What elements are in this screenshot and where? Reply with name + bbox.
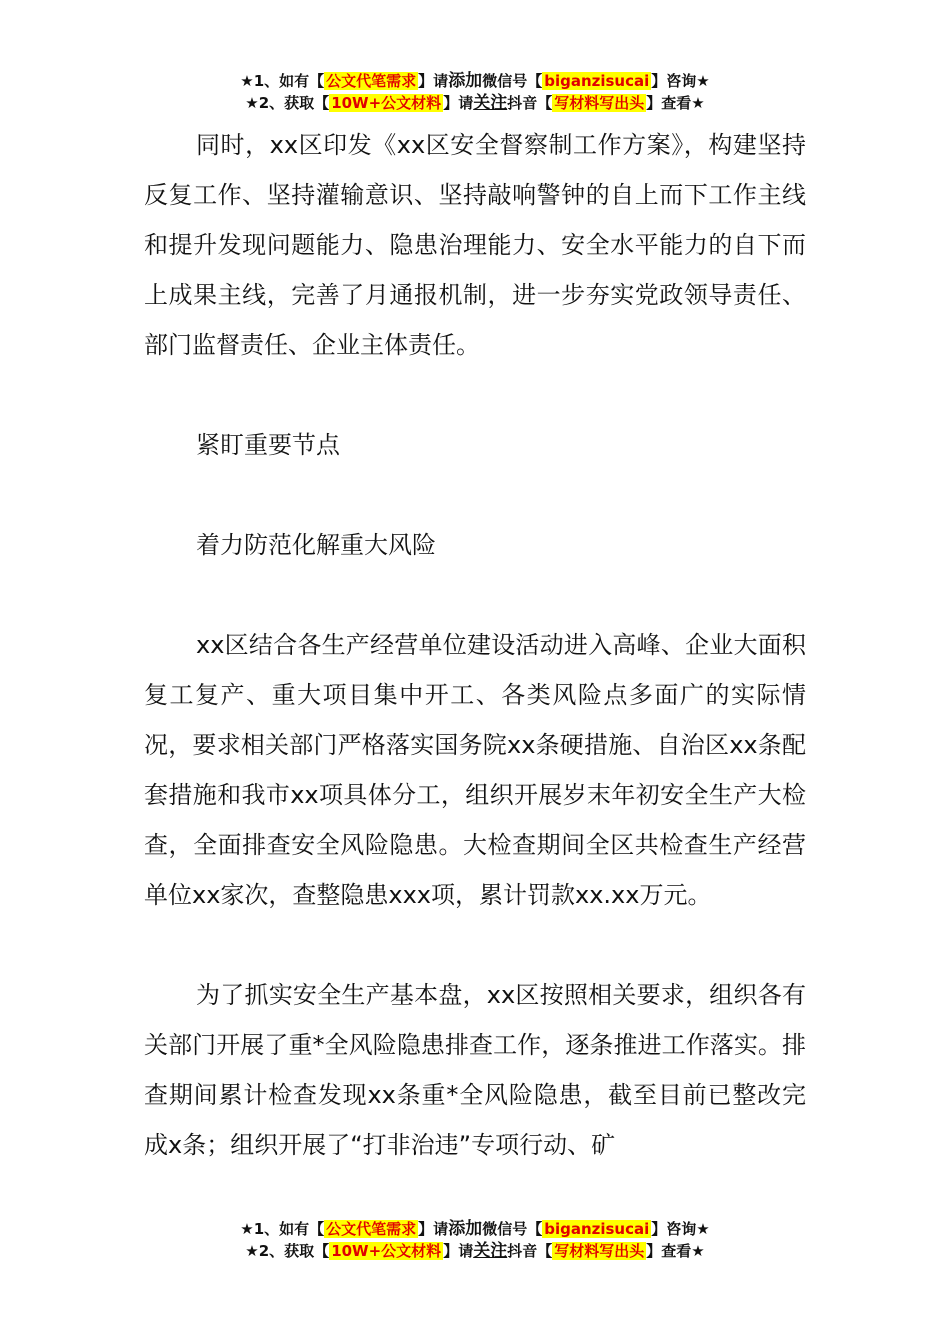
paragraph-gap	[144, 570, 806, 620]
document-body	[144, 120, 806, 1170]
promo-line-1: ★1、如有【 公文代笔需求 】请添加微信号【 biganzisucai 】咨询★	[240, 71, 710, 91]
promo-line-2: ★2、获取【 10W+公文材料 】请关注抖音【 写材料写出头 】查看★	[245, 1241, 705, 1261]
paragraph-2: xx区结合各生产经营单位建设活动进入高峰、企业大面积复工复产、重大项目集中开工、各类风险点多面广的实际情况，要求相关部门严格落实国务院xx条硬措施、自治区xx条配套措施和我市xx项具体分工，组织开展岁末年初安全生产大检查，全面排查安全风险隐患。大检查期间全区共检查生产经营单位xx家次，查整隐患xxx项，累计罚款xx.xx万元。	[144, 631, 806, 909]
paragraph-gap	[144, 370, 806, 420]
highlight-materials: 10W+公文材料	[331, 1242, 442, 1260]
paragraph-1: 同时，xx区印发《xx区安全督察制工作方案》，构建坚持反复工作、坚持灌输意识、坚持敲响警钟的自上而下工作主线和提升发现问题能力、隐患治理能力、安全水平能力的自下而上成果主线，完善了月通报机制，进一步夯实党政领导责任、部门监督责任、企业主体责任。	[144, 131, 806, 359]
highlight-service: 公文代笔需求	[326, 72, 417, 90]
highlight-wechat-id: biganzisucai	[544, 72, 650, 90]
paragraph-gap	[144, 470, 806, 520]
highlight-douyin-id: 写材料写出头	[554, 1242, 645, 1260]
promo-line-2: ★2、获取【 10W+公文材料 】请关注抖音【 写材料写出头 】查看★	[245, 93, 705, 113]
highlight-service: 公文代笔需求	[326, 1220, 417, 1238]
promo-line-1: ★1、如有【 公文代笔需求 】请添加微信号【 biganzisucai 】咨询★	[240, 1219, 710, 1239]
section-heading-1: 紧盯重要节点	[196, 431, 340, 459]
highlight-wechat-id: biganzisucai	[544, 1220, 650, 1238]
promo-banner-bottom	[0, 1218, 950, 1262]
highlight-douyin-id: 写材料写出头	[554, 94, 645, 112]
paragraph-3: 为了抓实安全生产基本盘，xx区按照相关要求，组织各有关部门开展了重*全风险隐患排查工作，逐条推进工作落实。排查期间累计检查发现xx条重*全风险隐患，截至目前已整改完成x条；组织开展了“打非治违”专项行动、矿	[144, 981, 806, 1159]
highlight-materials: 10W+公文材料	[331, 94, 442, 112]
promo-banner-top	[0, 70, 950, 114]
paragraph-gap	[144, 920, 806, 970]
section-heading-2: 着力防范化解重大风险	[196, 531, 436, 559]
